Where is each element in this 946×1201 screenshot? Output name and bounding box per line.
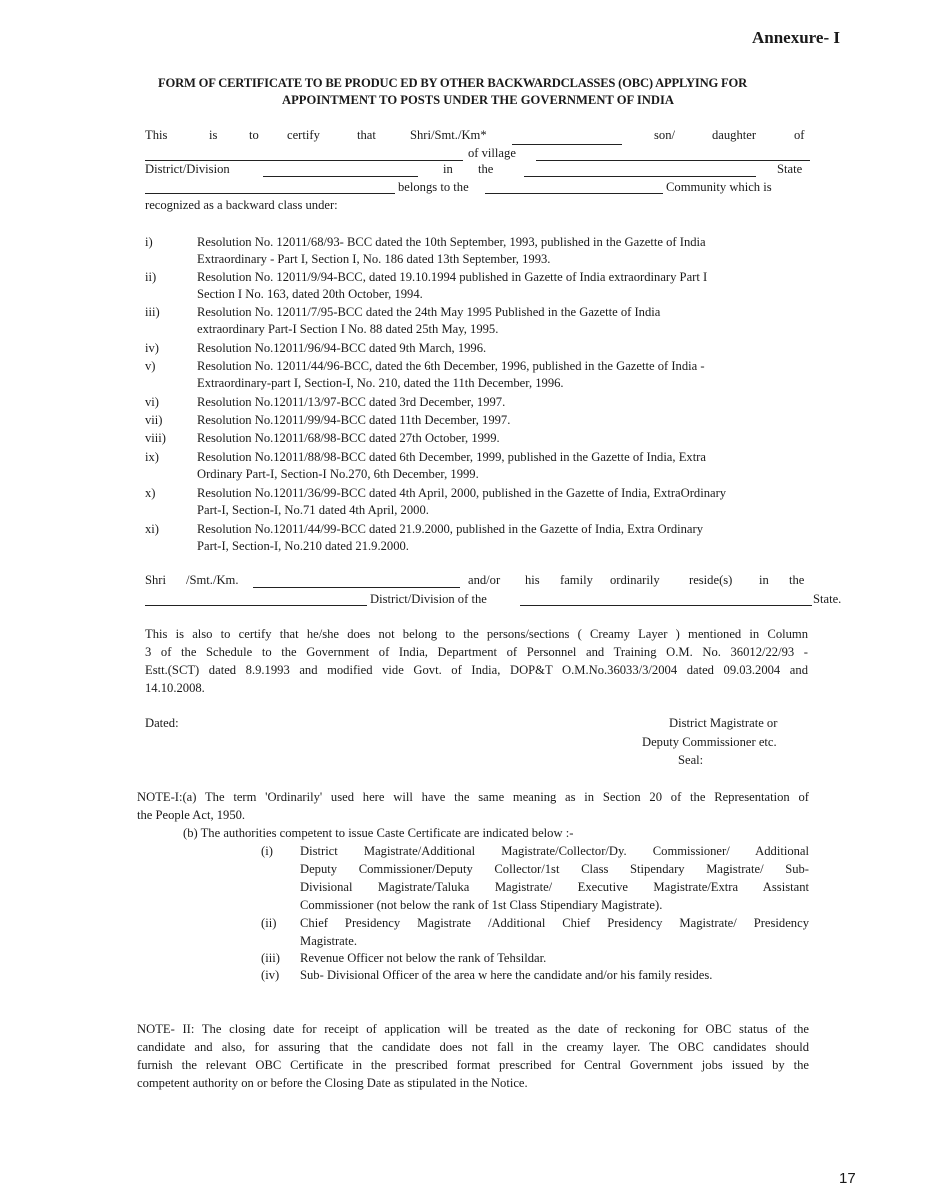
state-label: State [777,162,803,176]
resolution-num: xi) [145,522,159,536]
page-number: 17 [839,1170,856,1187]
resolution-line: Resolution No. 12011/68/93- BCC dated the 10th September, 1993, published in the Gazette of India [197,235,706,249]
name-blank [512,144,622,145]
note1-line: NOTE-I:(a) The term 'Ordinarily' used here will have the same meaning as in Section 20 of the Representation of [137,790,809,804]
recognized-label: recognized as a backward class under: [145,198,338,212]
of-village-label: of village [468,146,516,160]
resolution-num: x) [145,486,156,500]
resolution-line: Part-I, Section-I, No.210 dated 21.9.2000. [197,539,409,553]
resolution-num: v) [145,359,156,373]
resolution-line: Resolution No.12011/44/99-BCC dated 21.9.2000, published in the Gazette of India, Extra Ordinary [197,522,703,536]
reside-district-label: District/Division of the [370,592,487,606]
dated-label: Dated: [145,716,179,730]
resolution-line: Resolution No.12011/68/98-BCC dated 27th October, 1999. [197,431,500,445]
reside-district-blank [145,605,367,606]
reside-the: the [789,573,805,587]
note2-line: NOTE- II: The closing date for receipt of application will be treated as the date of reckoning for OBC status of the [137,1022,809,1036]
authority-line: Revenue Officer not below the rank of Tehsildar. [300,951,547,965]
signatory-line2: Deputy Commissioner etc. [642,735,777,749]
creamy-line: This is also to certify that he/she does not belong to the persons/sections ( Creamy Layer ) mentioned in Column [145,627,808,641]
resolution-line: Extraordinary - Part I, Section I, No. 186 dated 13th September, 1993. [197,252,551,266]
resolution-line: Resolution No.12011/13/97-BCC dated 3rd December, 1997. [197,395,506,409]
note2-line: furnish the relevant OBC Certificate in the prescribed format prescribed for Central Government jobs issued by the [137,1058,809,1072]
authority-line: Chief Presidency Magistrate /Additional Chief Presidency Magistrate/ Presidency [300,916,809,930]
creamy-line: 3 of the Schedule to the Government of India, Department of Personnel and Training O.M. No. 36012/22/93 - [145,645,808,659]
reside-shri: Shri [145,573,166,587]
reside-family: family [560,573,593,587]
belongs-to-label: belongs to the [398,180,469,194]
community-blank [485,193,663,194]
form-title-line2: APPOINTMENT TO POSTS UNDER THE GOVERNMENT OF INDIA [282,93,674,107]
authority-num: (i) [261,844,273,858]
certify-of: of [794,128,805,142]
resolution-line: extraordinary Part-I Section I No. 88 dated 25th May, 1995. [197,322,499,336]
resolution-num: viii) [145,431,166,445]
authority-num: (iii) [261,951,280,965]
reside-state-label: State. [813,592,842,606]
resolution-line: Extraordinary-part I, Section-I, No. 210, dated the 11th December, 1996. [197,376,564,390]
note2-line: candidate and also, for assuring that the candidate does not fall in the creamy layer. The OBC candidates should [137,1040,809,1054]
reside-ordinarily: ordinarily [610,573,660,587]
annexure-label: Annexure- I [752,28,840,47]
note1-line: (b) The authorities competent to issue Caste Certificate are indicated below :- [183,826,574,840]
reside-andor: and/or [468,573,501,587]
resolution-line: Section I No. 163, dated 20th October, 1994. [197,287,423,301]
district-division-label: District/Division [145,162,230,176]
community-label: Community which is [666,180,772,194]
certify-word-this: This [145,128,168,142]
certify-son: son/ [654,128,675,142]
certify-daughter: daughter [712,128,757,142]
resolution-num: iv) [145,341,159,355]
note1-line: the People Act, 1950. [137,808,246,822]
form-title-line1: FORM OF CERTIFICATE TO BE PRODUC ED BY OTHER BACKWARDCLASSES (OBC) APPLYING FOR [158,76,748,90]
resolution-num: vi) [145,395,159,409]
authority-line: District Magistrate/Additional Magistrate/Collector/Dy. Commissioner/ Additional [300,844,809,858]
certify-word-that: that [357,128,376,142]
authority-line: Magistrate. [300,934,358,948]
resolution-line: Resolution No.12011/88/98-BCC dated 6th December, 1999, published in the Gazette of India, Extra [197,450,706,464]
resolution-line: Part-I, Section-I, No.71 dated 4th April, 2000. [197,503,429,517]
authority-line: Divisional Magistrate/Taluka Magistrate/ Executive Magistrate/Extra Assistant [300,880,809,894]
the-word: the [478,162,494,176]
reside-in: in [759,573,769,587]
authority-num: (ii) [261,916,277,930]
certify-word-is: is [209,128,218,142]
resolution-line: Resolution No. 12011/44/96-BCC, dated the 6th December, 1996, published in the Gazette of India - [197,359,705,373]
resolution-num: i) [145,235,153,249]
creamy-line: Estt.(SCT) dated 8.9.1993 and modified vide Govt. of India, DOP&T O.M.No.36033/3/2004 dated 09.03.2004 and [145,663,808,677]
in-word: in [443,162,453,176]
resolution-num: vii) [145,413,163,427]
resolution-line: Resolution No.12011/99/94-BCC dated 11th December, 1997. [197,413,511,427]
reside-resides: reside(s) [689,573,733,587]
signatory-line1: District Magistrate or [669,716,778,730]
creamy-line: 14.10.2008. [145,681,205,695]
resolution-line: Resolution No.12011/96/94-BCC dated 9th March, 1996. [197,341,487,355]
authority-line: Sub- Divisional Officer of the area w here the candidate and/or his family resides. [300,968,713,982]
certify-word-to: to [249,128,259,142]
reside-his: his [525,573,540,587]
seal-label: Seal: [678,753,704,767]
authority-line: Commissioner (not below the rank of 1st Class Stipendiary Magistrate). [300,898,663,912]
certify-salutation: Shri/Smt./Km* [410,128,487,142]
reside-smt: /Smt./Km. [186,573,239,587]
state-blank [524,176,756,177]
resolution-num: ii) [145,270,157,284]
authority-line: Deputy Commissioner/Deputy Collector/1st Class Stipendary Magistrate/ Sub- [300,862,809,876]
reside-state-blank [520,605,812,606]
village-blank [536,160,810,161]
resolution-line: Resolution No. 12011/9/94-BCC, dated 19.10.1994 published in Gazette of India extraordinary Part I [197,270,708,284]
resolution-line: Resolution No.12011/36/99-BCC dated 4th April, 2000, published in the Gazette of India, ExtraOrdinary [197,486,727,500]
resident-name-blank [253,587,460,588]
resolution-num: ix) [145,450,159,464]
father-name-blank [145,160,463,161]
district-blank [263,176,418,177]
resolution-num: iii) [145,305,160,319]
caste-blank [145,193,395,194]
note2-line: competent authority on or before the Closing Date as stipulated in the Notice. [137,1076,528,1090]
resolution-line: Resolution No. 12011/7/95-BCC dated the 24th May 1995 Published in the Gazette of India [197,305,661,319]
authority-num: (iv) [261,968,280,982]
resolution-line: Ordinary Part-I, Section-I No.270, 6th December, 1999. [197,467,479,481]
certify-word-certify: certify [287,128,320,142]
